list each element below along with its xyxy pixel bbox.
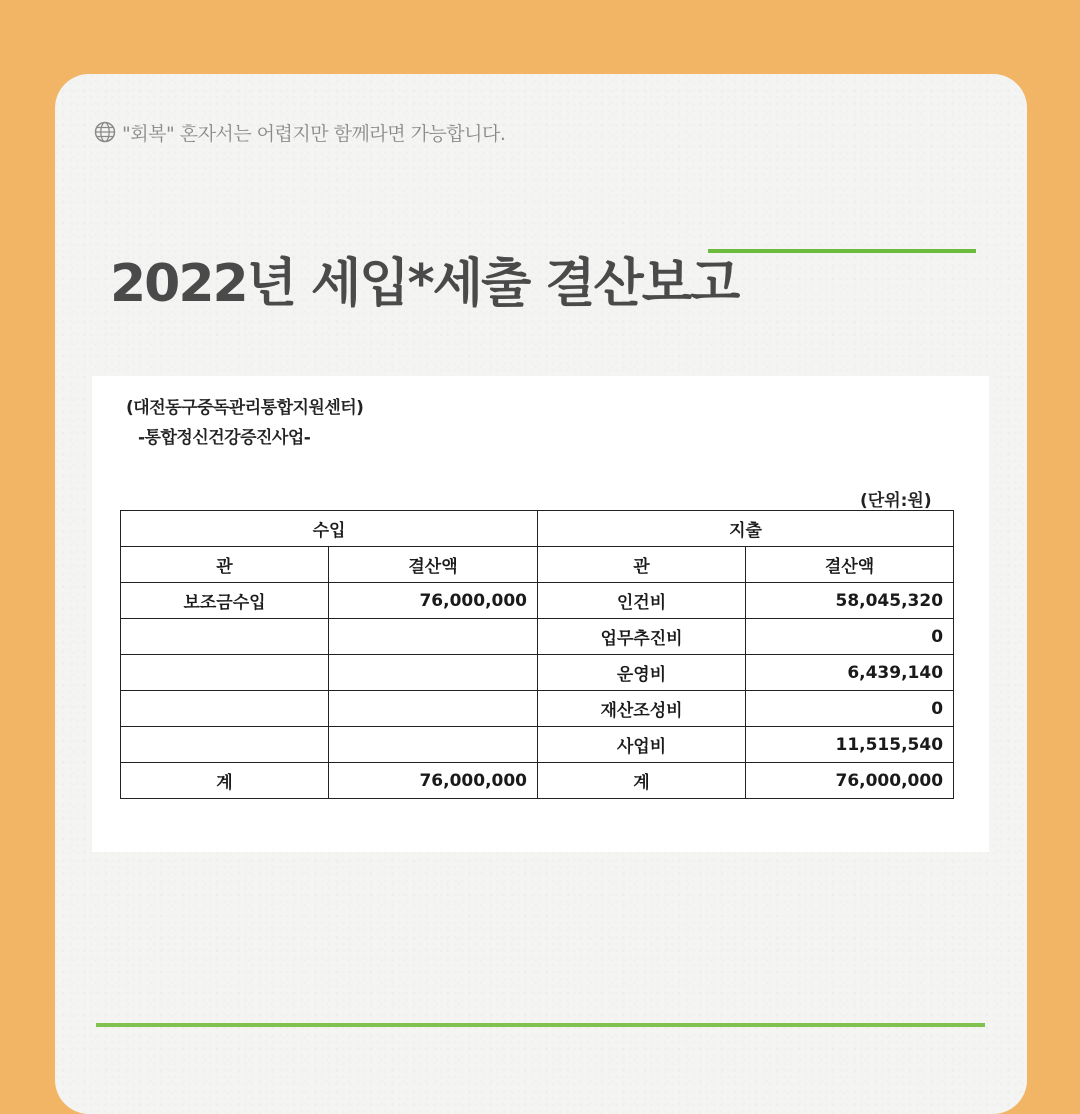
- revenue-category: [121, 691, 329, 727]
- revenue-total-label: 계: [121, 763, 329, 799]
- table-row: [121, 583, 954, 619]
- expenditure-amount: 0: [746, 619, 954, 655]
- revenue-amount: 76,000,000: [329, 583, 538, 619]
- tagline: [94, 118, 505, 146]
- expenditure-amount: 58,045,320: [746, 583, 954, 619]
- expenditure-category: 재산조성비: [538, 691, 746, 727]
- expenditure-category: 사업비: [538, 727, 746, 763]
- expenditure-category: 운영비: [538, 655, 746, 691]
- revenue-amount: [329, 619, 538, 655]
- expenditure-category: 업무추진비: [538, 619, 746, 655]
- revenue-amount-header: 결산액: [329, 547, 538, 583]
- revenue-amount: [329, 727, 538, 763]
- revenue-amount: [329, 655, 538, 691]
- settlement-table: [120, 510, 954, 799]
- bottom-divider: [96, 1023, 985, 1027]
- tagline-text: "회복" 혼자서는 어렵지만 함께라면 가능합니다.: [122, 122, 506, 145]
- globe-icon: [94, 121, 116, 143]
- unit-label: (단위:원): [860, 491, 932, 511]
- table-row: [121, 727, 954, 763]
- expenditure-amount: 6,439,140: [746, 655, 954, 691]
- table-total-row: [121, 763, 954, 799]
- table-group-header-row: [121, 511, 954, 547]
- revenue-amount: [329, 691, 538, 727]
- organization-name: (대전동구중독관리통합지원센터): [126, 398, 364, 418]
- expenditure-amount-header: 결산액: [746, 547, 954, 583]
- revenue-category: [121, 619, 329, 655]
- table-row: [121, 691, 954, 727]
- revenue-category-header: 관: [121, 547, 329, 583]
- project-name: -통합정신건강증진사업-: [138, 428, 311, 448]
- table-row: [121, 619, 954, 655]
- title-accent-line: [708, 249, 976, 253]
- page-title: 2022년 세입*세출 결산보고: [110, 254, 739, 314]
- expenditure-amount: 0: [746, 691, 954, 727]
- expenditure-header: 지출: [538, 511, 954, 547]
- revenue-category: [121, 655, 329, 691]
- table-column-header-row: [121, 547, 954, 583]
- revenue-header: 수입: [121, 511, 538, 547]
- expenditure-total-amount: 76,000,000: [746, 763, 954, 799]
- expenditure-category-header: 관: [538, 547, 746, 583]
- revenue-total-amount: 76,000,000: [329, 763, 538, 799]
- expenditure-amount: 11,515,540: [746, 727, 954, 763]
- expenditure-category: 인건비: [538, 583, 746, 619]
- expenditure-total-label: 계: [538, 763, 746, 799]
- revenue-category: 보조금수입: [121, 583, 329, 619]
- table-row: [121, 655, 954, 691]
- revenue-category: [121, 727, 329, 763]
